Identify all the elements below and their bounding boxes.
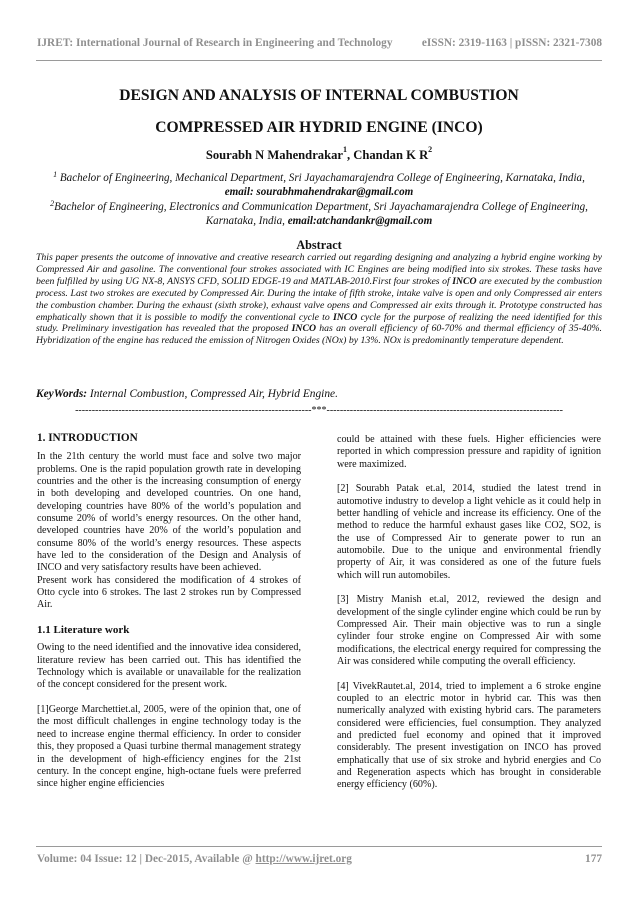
author-2-affil-mark: 2 [428, 145, 433, 154]
journal-link[interactable]: http://www.ijret.org [255, 853, 352, 865]
abstract-text-2: are executed by the combustion process. Last two strokes are executed by Compressed Air. During the intake of fifth stroke, intake valve is open and only Compressed air enters the combustion chamber. During the exhaust (sixth stroke), exhaust valve opens and Compressed air exits through it. Prototype constructed has emphatically shown that it is possible to modify the conventional cycle to [36, 275, 602, 323]
title-line-1: DESIGN AND ANALYSIS OF INTERNAL COMBUSTION [119, 87, 519, 104]
affil-2-email[interactable]: email:atchandankr@gmail.com [287, 214, 433, 227]
section-divider: -----------------------------------------------------------------------***----------------------------------------------------------------------- [75, 405, 563, 416]
literature-paragraph-1: Owing to the need identified and the innovative idea considered, literature review has been carried out. This has identified the Technology which is available or unavailable for the realization of the concept considered for the present work. [37, 642, 301, 691]
keywords-label: KeyWords: [36, 388, 88, 400]
title-line-2: COMPRESSED AIR HYDRID ENGINE (INCO) [155, 119, 483, 136]
keywords-text: Internal Combustion, Compressed Air, Hybrid Engine. [87, 388, 338, 400]
affil-1-mark: 1 [53, 170, 58, 179]
footer-volume-info [37, 853, 352, 865]
author-1: Sourabh N Mahendrakar [205, 148, 343, 162]
author-list [36, 145, 602, 163]
right-column [337, 434, 601, 804]
right-paragraph-2: [2] Sourabh Patak et.al, 2014, studied the latest trend in automotive industry to develop a light vehicle as it could help in better handling of vehicle and increase its efficiency. One of the method to reduce the harmful exhaust gases like CO2, SO2, is the use of Compressed Air to generate power to run an automobile. Due to the unique and environmental friendly property of Air, it was considered as one of the future fuels which will run automobiles. [337, 483, 601, 581]
paper-title [36, 80, 602, 144]
affil-1-email[interactable]: email: sourabhmahendrakar@gmail.com [224, 186, 414, 199]
right-paragraph-4: [4] VivekRautet.al, 2014, tried to implement a 6 stroke engine coupled to an electric motor in hybrid car. This was then numerically analyzed with existing hybrid cars. The parameters considered were efficiencies, fuel consumption. They analyzed and predicted fuel economy and opined that it improved considerably. The present investigation on INCO has proved emphatically that use of six stroke and hybrid energies and Co and Regeneration aspects which has brought in considerable energy efficiency (60%). [337, 680, 601, 791]
running-footer [37, 853, 602, 865]
affiliation-1 [40, 171, 598, 200]
right-paragraph-3: [3] Mistry Manish et.al, 2012, reviewed the design and development of the single cylinder engine which could be run by Compressed Air. Their main objective was to run a single cylinder four stroke engine on Compressed Air with some modifications, the electrical energy required for compressing the Air was considered while computing the overall efficiency. [337, 594, 601, 668]
abstract-body [36, 252, 602, 347]
author-separator: , [346, 148, 354, 162]
abstract-text-4: has an overall efficiency of 60-70% and thermal efficiency of 35-40%. Hybridization of the engine has reduced the emission of Nitrogen Oxides (NOx) by 13%. NOx is predominantly temperature dependent. [36, 323, 602, 347]
abstract-inco-2: INCO [332, 311, 358, 323]
right-paragraph-1: could be attained with these fuels. Higher efficiencies were reported in which compression pressure and rapidity of ignition were maximized. [337, 434, 601, 470]
running-header [37, 37, 602, 53]
journal-name: IJRET: International Journal of Research in Engineering and Technology [37, 37, 393, 49]
affil-2-mark: 2 [50, 198, 55, 208]
abstract-inco-1: INCO [452, 275, 477, 287]
affil-1-text: Bachelor of Engineering, Mechanical Department, Sri Jayachamarajendra College of Engineering, Karnataka, India, [57, 172, 585, 184]
issn-info: eISSN: 2319-1163 | pISSN: 2321-7308 [421, 37, 602, 49]
literature-paragraph-2: [1]George Marchettiet.al, 2005, were of the opinion that, one of the most difficult challenges in engine technology today is the need to increase engine thermal efficiency. In order to consider this, they proposed a Quasi turbine thermal management strategy in the development of high-efficiency engines for the 21st century. In the concept engine, high-octane fuels were preferred since higher engine efficiencies [37, 704, 301, 790]
subsection-heading-literature: 1.1 Literature work [37, 624, 130, 637]
abstract-text-3: cycle for the purpose of realizing the need identified for this study. Preliminary investigation has revealed that the proposed [36, 311, 602, 335]
abstract-text-1: This paper presents the outcome of innovative and creative research carried out regarding designing and analyzing a hybrid engine working by Compressed Air and gasoline. The conventional four strokes associated with IC Engines are being modified into six strokes. These tasks have been fulfilled by using UG NX-8, ANSYS CFD, SOLID EDGE-19 and MATLAB-2010.First four strokes of [36, 252, 602, 287]
section-heading-introduction: 1. INTRODUCTION [37, 432, 138, 444]
intro-paragraph-1: In the 21th century the world must face and solve two major problems. One is the rapid population growth rate in developing countries and the other is the increasing consumption of energy in both developing and developed countries. On one hand, developing countries have 80% of the world’s population and consume 20% of world’s energy resources. On the other hand, developed countries have 20% of the world’s population and consume 80% of the world’s energy resources. These aspects have led to the consideration of the Design and Analysis of INCO and very satisfactory results have been achieved. [37, 451, 301, 574]
footer-text: Volume: 04 Issue: 12 | Dec-2015, Available @ [37, 853, 256, 865]
header-rule [36, 60, 602, 61]
affiliations [40, 171, 598, 228]
keywords [36, 388, 602, 400]
affiliation-2 [40, 200, 598, 229]
intro-paragraph-2: Present work has considered the modification of 4 strokes of Otto cycle into 6 strokes. The last 2 strokes run by Compressed Air. [37, 574, 301, 611]
footer-rule [36, 846, 602, 847]
author-1-affil-mark: 1 [342, 145, 347, 154]
page-number: 177 [585, 853, 602, 865]
left-column [37, 432, 301, 803]
affil-2-text: Bachelor of Engineering, Electronics and Communication Department, Sri Jayachamarajendra College of Engineering, Karnataka, India, [54, 200, 588, 227]
author-2: Chandan K R [353, 148, 429, 162]
abstract-heading: Abstract [296, 238, 342, 252]
abstract-inco-3: INCO [291, 323, 316, 335]
